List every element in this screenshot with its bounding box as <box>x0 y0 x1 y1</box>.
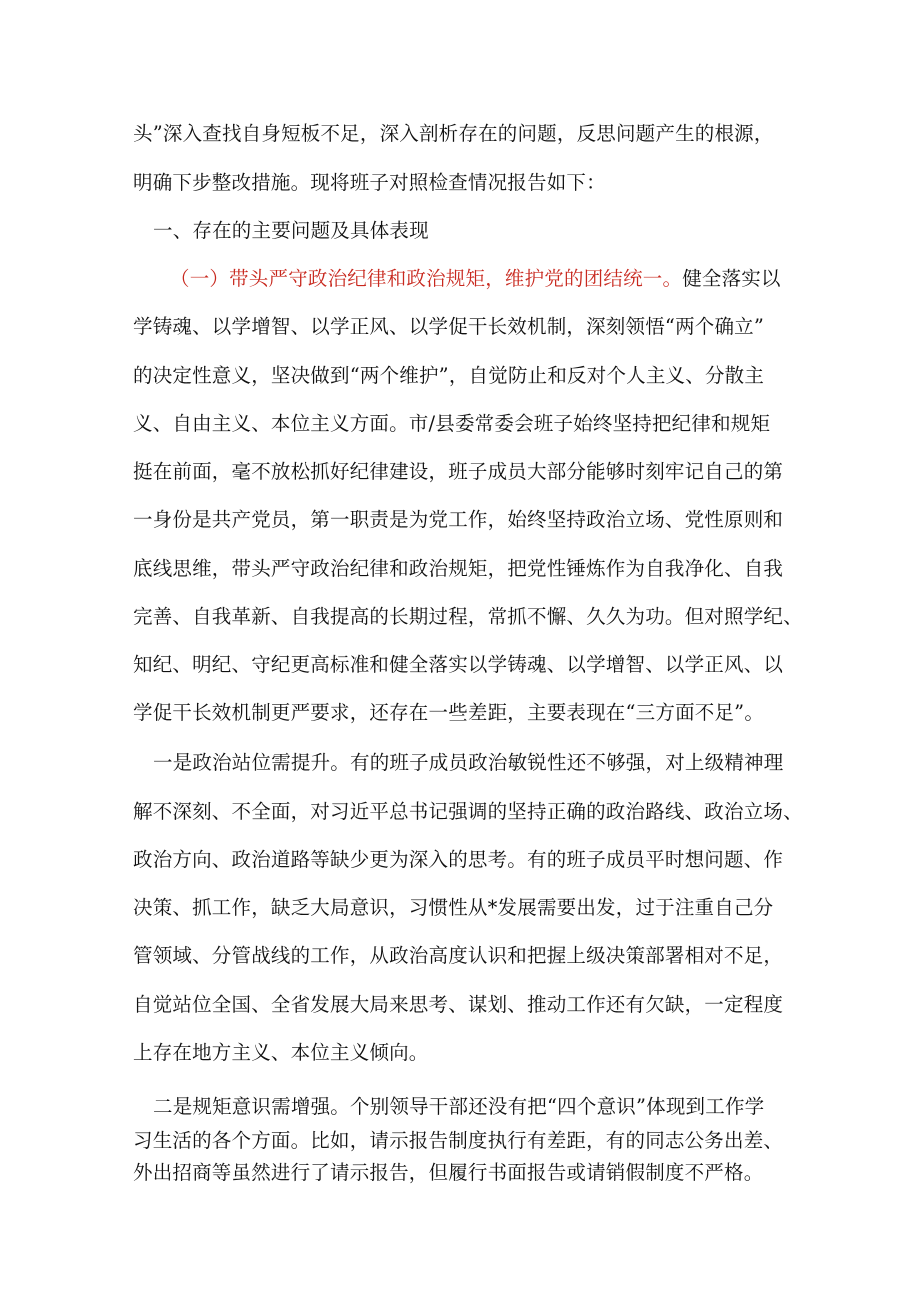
body-text-line: 头”深入查找自身短板不足，深入剖析存在的问题，反思问题产生的根源， <box>133 122 774 145</box>
body-text-line: 自觉站位全国、全省发展大局来思考、谋划、推动工作还有欠缺，一定程度 <box>133 993 784 1016</box>
body-text-line: 完善、自我革新、自我提高的长期过程，常抓不懈、久久为功。但对照学纪、 <box>133 605 803 628</box>
body-text-run: 健全落实以 <box>682 267 781 290</box>
body-text-line: 二是规矩意识需增强。个别领导干部还没有把“四个意识”体现到工作学 <box>153 1095 765 1118</box>
body-text-line: 上存在地方主义、本位主义倾向。 <box>133 1041 429 1064</box>
body-text-line: 管领域、分管战线的工作，从政治高度认识和把握上级决策部署相对不足， <box>133 944 784 967</box>
body-text-line: 学促干长效机制更严要求，还存在一些差距，主要表现在“三方面不足”。 <box>133 701 765 724</box>
body-text-line: 一身份是共产党员，第一职责是为党工作，始终坚持政治立场、党性原则和 <box>133 508 784 531</box>
body-text-line: 知纪、明纪、守纪更高标准和健全落实以学铸魂、以学增智、以学正风、以 <box>133 653 784 676</box>
body-text-line: 政治方向、政治道路等缺少更为深入的思考。有的班子成员平时想问题、作 <box>133 848 784 871</box>
body-text-line: 决策、抓工作，缺乏大局意识，习惯性从*发展需要出发，过于注重自己分 <box>133 896 774 919</box>
body-text-line: 学铸魂、以学增智、以学正风、以学促干长效机制，深刻领悟“两个确立” <box>133 315 765 338</box>
body-text-line <box>170 266 781 292</box>
body-text-line: 一是政治站位需提升。有的班子成员政治敏锐性还不够强，对上级精神理 <box>153 751 784 774</box>
body-text-line: 外出招商等虽然进行了请示报告，但履行书面报告或请销假制度不严格。 <box>133 1161 764 1184</box>
body-text-line: 习生活的各个方面。比如，请示报告制度执行有差距，有的同志公务出差、 <box>133 1129 784 1152</box>
body-text-line: 挺在前面，毫不放松抓好纪律建设，班子成员大部分能够时刻牢记自己的第 <box>133 460 784 483</box>
subsection-heading: （一）带头严守政治纪律和政治规矩，维护党的团结统一。 <box>170 267 683 290</box>
section-heading: 一、存在的主要问题及具体表现 <box>153 219 429 242</box>
body-text-line: 义、自由主义、本位主义方面。市/县委常委会班子始终坚持把纪律和规矩 <box>133 412 771 435</box>
body-text-line: 底线思维，带头严守政治纪律和政治规矩，把党性锤炼作为自我净化、自我 <box>133 557 784 580</box>
body-text-line: 解不深刻、不全面，对习近平总书记强调的坚持正确的政治路线、政治立场、 <box>133 800 803 823</box>
body-text-line: 的决定性意义，坚决做到“两个维护”，自觉防止和反对个人主义、分散主 <box>133 364 765 387</box>
body-text-line: 明确下步整改措施。现将班子对照检查情况报告如下： <box>133 171 606 194</box>
